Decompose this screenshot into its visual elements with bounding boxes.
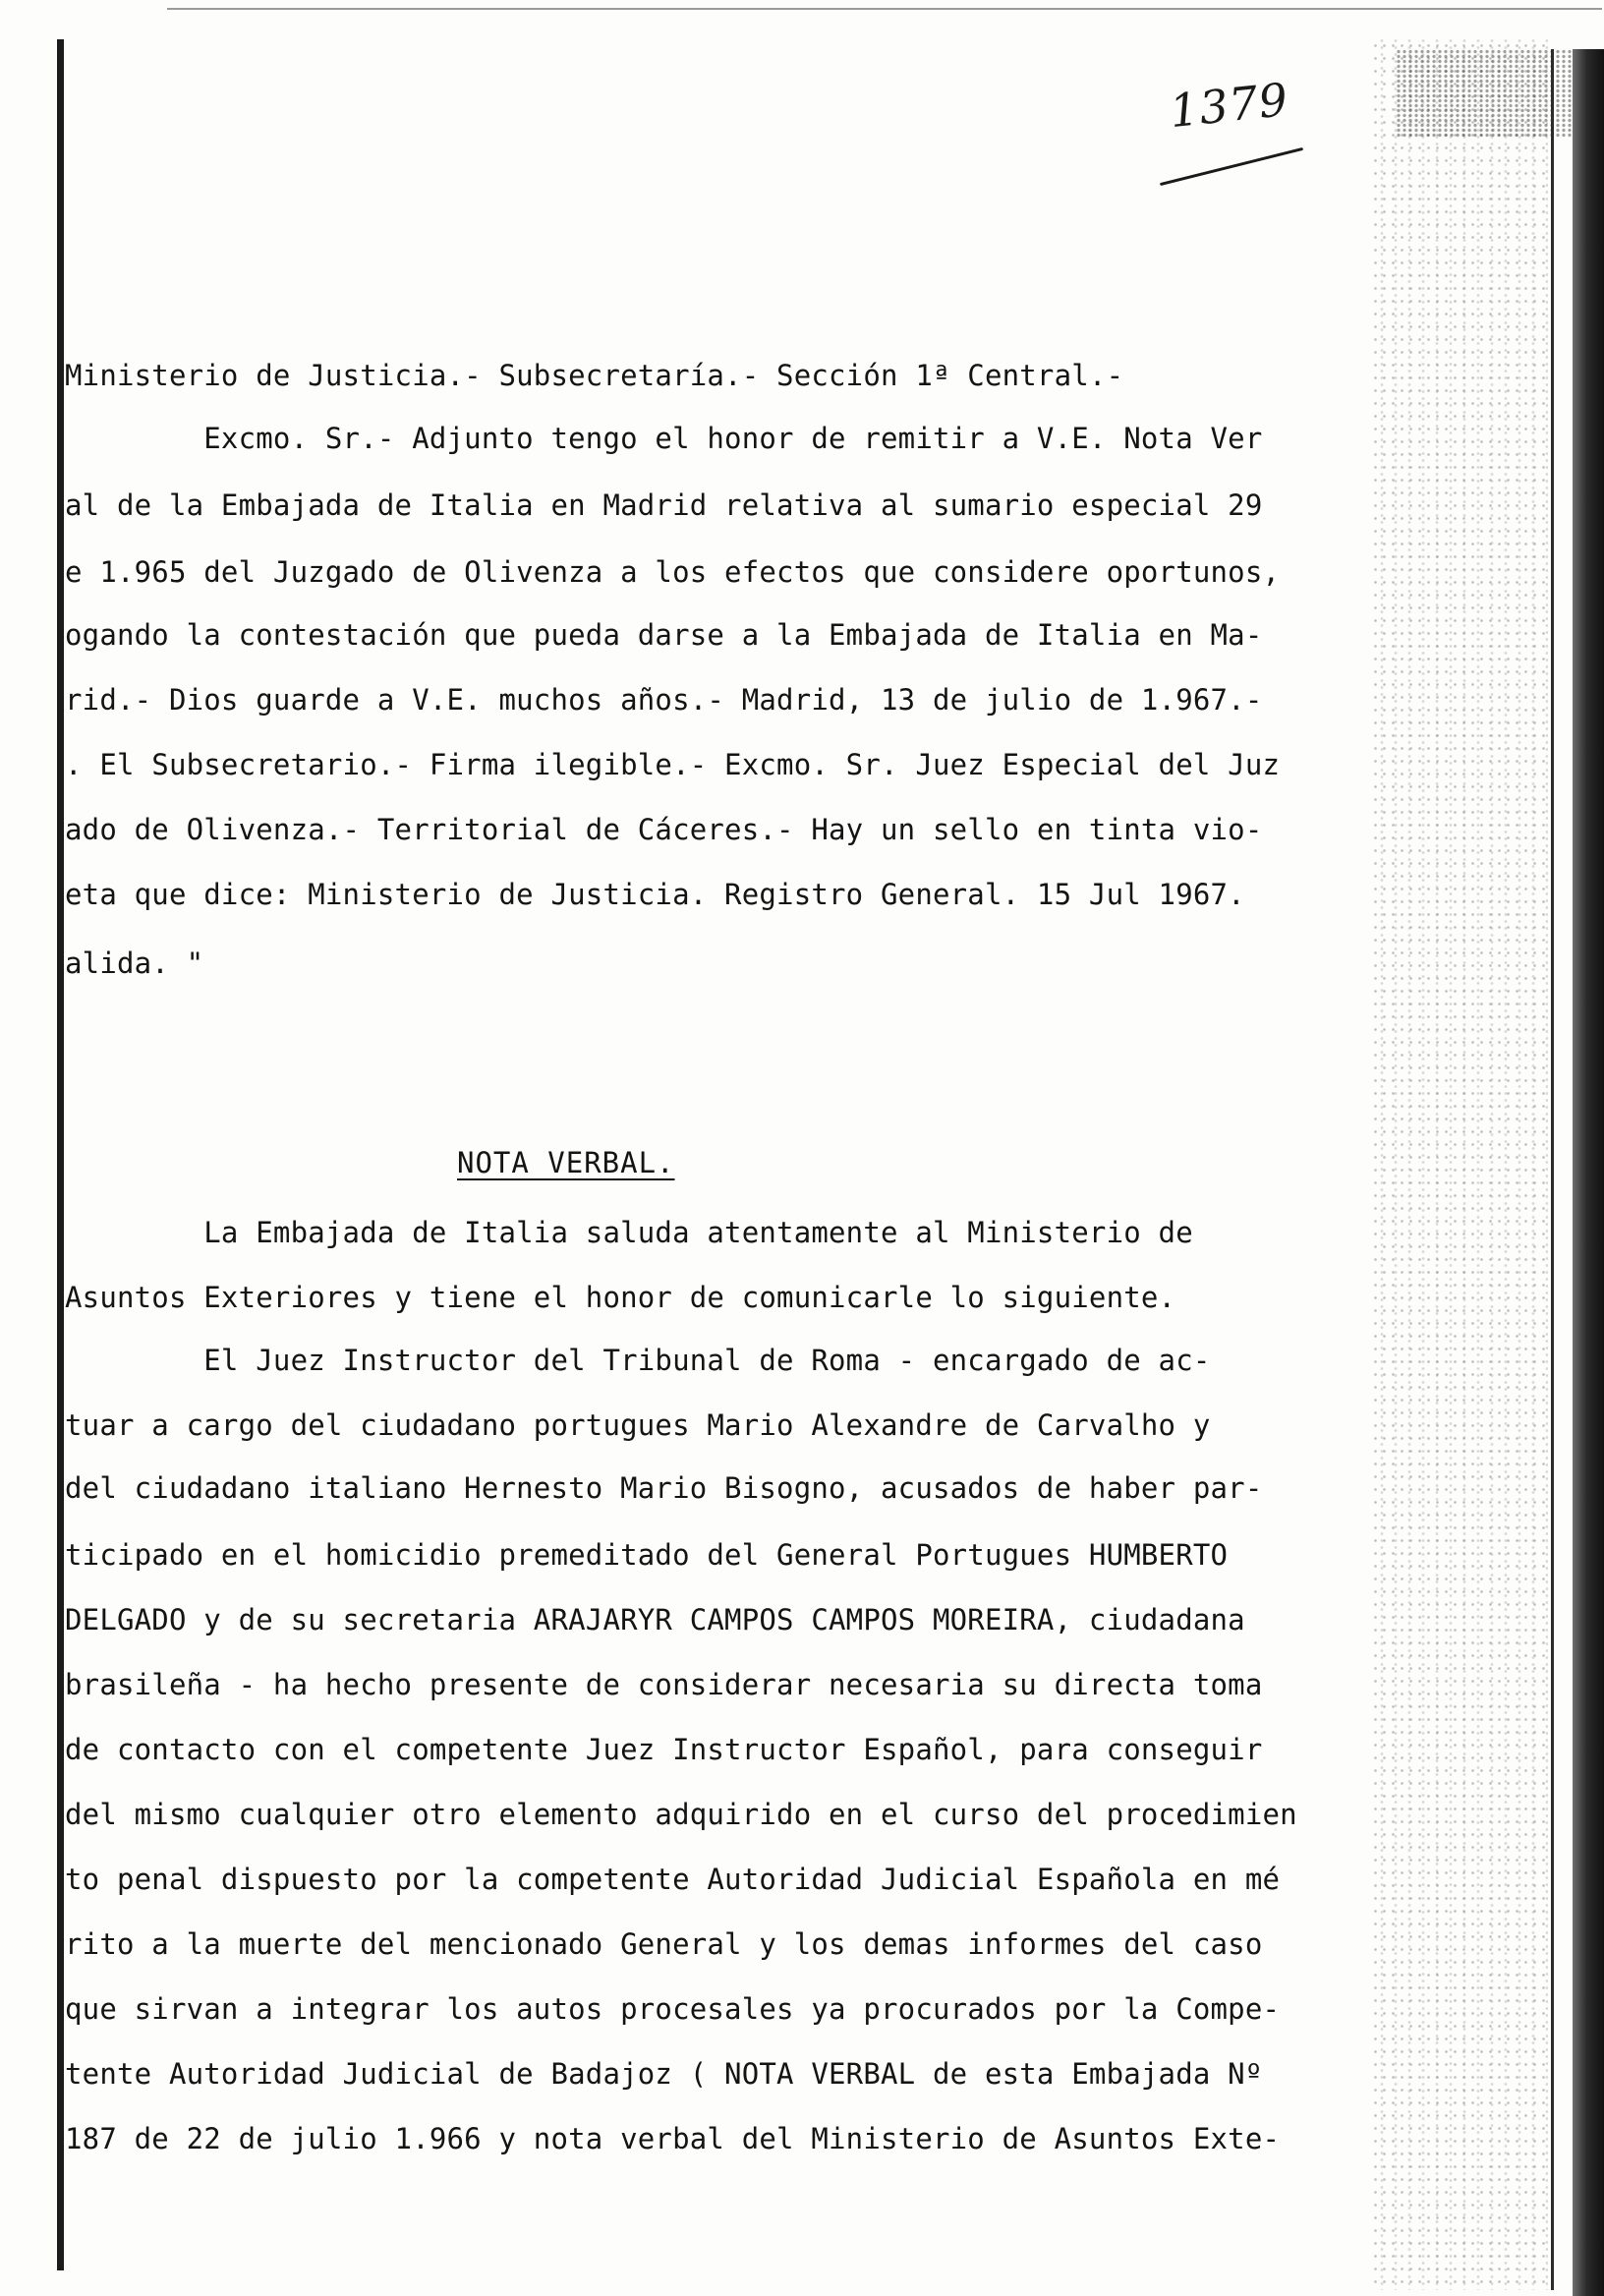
text-line: brasileña - ha hecho presente de considerar necesaria su directa toma [65, 1668, 1263, 1701]
text-line: Asuntos Exteriores y tiene el honor de comunicarle lo siguiente. [65, 1281, 1176, 1314]
text-line: Ministerio de Justicia.- Subsecretaría.- Sección 1ª Central.- [65, 359, 1124, 392]
text-line: de contacto con el competente Juez Instructor Español, para conseguir [65, 1733, 1263, 1766]
text-line: tente Autoridad Judicial de Badajoz ( NOTA VERBAL de esta Embajada Nº [65, 2057, 1263, 2091]
text-line: al de la Embajada de Italia en Madrid relativa al sumario especial 29 [65, 488, 1263, 522]
text-line: La Embajada de Italia saluda atentamente al Ministerio de [65, 1216, 1193, 1249]
text-line: 187 de 22 de julio 1.966 y nota verbal del Ministerio de Asuntos Exte- [65, 2122, 1281, 2155]
scan-right-noise [1371, 39, 1548, 2290]
text-line: e 1.965 del Juzgado de Olivenza a los efectos que considere oportunos, [65, 555, 1281, 589]
text-line: alida. " [65, 947, 204, 980]
text-line: DELGADO y de su secretaria ARAJARYR CAMPOS CAMPOS MOREIRA, ciudadana [65, 1603, 1245, 1636]
text-line: Excmo. Sr.- Adjunto tengo el honor de remitir a V.E. Nota Ver [65, 422, 1263, 455]
text-line: del ciudadano italiano Hernesto Mario Bisogno, acusados de haber par- [65, 1471, 1263, 1505]
section-heading: NOTA VERBAL. [457, 1146, 675, 1179]
scan-top-rule [167, 8, 1602, 10]
text-line: ado de Olivenza.- Territorial de Cáceres.- Hay un sello en tinta vio- [65, 813, 1263, 846]
text-line: del mismo cualquier otro elemento adquirido en el curso del procedimien [65, 1798, 1297, 1831]
text-line: to penal dispuesto por la competente Autoridad Judicial Española en mé [65, 1863, 1281, 1896]
scan-right-edge-line [1551, 49, 1554, 2290]
text-line: ogando la contestación que pueda darse a la Embajada de Italia en Ma- [65, 618, 1263, 652]
text-line: rid.- Dios guarde a V.E. muchos años.- Madrid, 13 de julio de 1.967.- [65, 683, 1263, 717]
scan-left-edge [57, 39, 64, 2270]
text-line: ticipado en el homicidio premeditado del General Portugues HUMBERTO [65, 1538, 1229, 1572]
text-line: que sirvan a integrar los autos procesales ya procurados por la Compe- [65, 1992, 1281, 2026]
text-line: eta que dice: Ministerio de Justicia. Registro General. 15 Jul 1967. [65, 878, 1245, 911]
folio-underline-stroke [1160, 147, 1303, 186]
scan-right-edge [1573, 49, 1604, 2296]
folio-number: 1379 [1167, 72, 1291, 139]
text-line: . El Subsecretario.- Firma ilegible.- Excmo. Sr. Juez Especial del Juz [65, 748, 1281, 781]
text-line: tuar a cargo del ciudadano portugues Mario Alexandre de Carvalho y [65, 1408, 1211, 1442]
text-line: El Juez Instructor del Tribunal de Roma - encargado de ac- [65, 1344, 1211, 1377]
text-line: rito a la muerte del mencionado General y los demas informes del caso [65, 1927, 1263, 1961]
